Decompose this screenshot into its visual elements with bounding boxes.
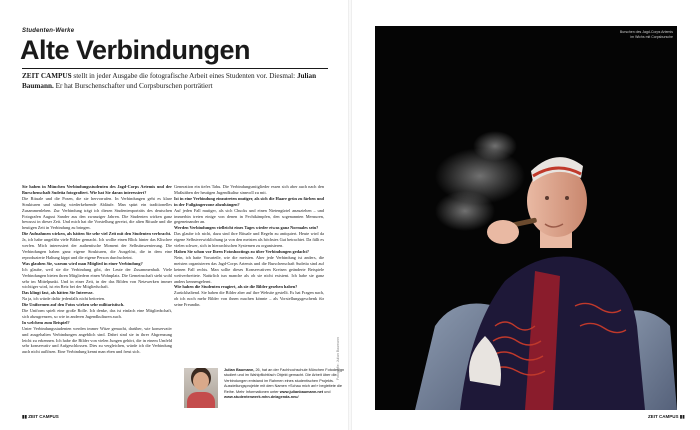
interview-paragraph: Na ja, ich würde dafür jedenfalls nicht beitreten. (22, 296, 106, 302)
photo-caption: Burschen des Jagd-Corps Artemis im Wichs mit Corpsbursche (619, 30, 673, 39)
interview-paragraph: Generation ein tiefes Tabu. Die Verbindungsmitglieder essen sich aber auch nach den Maßstäben der heutigen Jugendkultur sinnvoll zu mit. (174, 184, 324, 195)
interview-paragraph: Nein, ich hatte Vorurteile, wie die meisten. Aber jede Verbindung ist anders, die meisten organisieren das Jagd-Corps Artemis und die Burschenschaft Sudetia sind auf keinen Fall rechts. Man sollte dieses Konservativen Kreisen geänderte Beispiele weitverbreitete. Natürlich tun manche als ob sie nicht existent. Ich habe sie ganz anders kennengelernt. (174, 254, 324, 284)
author-portrait-head (193, 372, 209, 390)
footer-left-brand (22, 414, 59, 420)
interview-paragraph: Wie haben die Studenten reagiert, als sie die Bilder gesehen haben? (174, 284, 298, 290)
page-gutter (348, 0, 352, 430)
interview-paragraph: Werden Verbindungen vielleicht eines Tages wieder etwas ganz Normales sein? (174, 225, 319, 231)
interview-paragraph: Haben Sie schon vor Ihren Fotoshootings zu über Verbindungen gedacht? (174, 248, 310, 254)
interview-paragraph: Das klingt fast, als hätten Sie Interesse. (22, 290, 94, 296)
intro-photographer-name: Julian Baumann. (22, 72, 317, 90)
intro-text-2: Er hat Burschenschafter und Corpsburschen porträtiert (53, 82, 213, 90)
interview-column-2 (174, 184, 324, 354)
interview-paragraph: Zurückhaltend. Sie haben die Bilder aber auf ihre Website gestellt. Es hat Fragen nach, ob ich noch mehr Bilder von ihnen machen könnte – als Vorstellungsgeschenk für seine Freundin. (174, 290, 324, 308)
author-bio-text: 26, hat an der Fachhochschule München Fotodesign studiert und im Wahlpflichtfach Objekt gemacht. Die Arbeit über die Verbindungen entstand im Rahmen eines studentischen Projekts. Ausstellungsprojekte mit dem Namen «Schau mich an!» begleitete die Reihe. Mehr Informationen unter (224, 368, 345, 394)
interview-paragraph: Sie haben in München Verbindungsstudenten des Jagd-Corps Artemis und der Burschenschaft Sudetia fotografiert. Wie hat Sie daran interessiert? (22, 184, 172, 195)
interview-paragraph: Was glauben Sie, warum wird man Mitglied in einer Verbindung? (22, 260, 143, 266)
portrait-illustration (375, 26, 677, 410)
section-label: Studenten-Werke (22, 28, 75, 34)
interview-paragraph: Die Uniformen auf den Fotos wirken sehr militaristisch. (22, 302, 125, 308)
author-bio-url-1[interactable]: www.julianbaumann.net (279, 389, 324, 394)
footer-left-label: ZEIT CAMPUS (28, 414, 59, 419)
headline-rule (22, 68, 328, 69)
interview-paragraph: Das glaube ich nicht, dazu sind ihre Rituale und Regeln zu antiquiert. Heute wird da eigene Selbstverwirklichung ja von den meisten als höchstes Gut betrachtet. Da fällt es vielen schwer, sich in hierarchischen Systemen zu organisieren. (174, 231, 324, 249)
page-number-right: ▮▮ (679, 414, 685, 419)
interview-column-1 (22, 184, 172, 408)
interview-paragraph: Auf jeden Fall mutiger, als sich Chucks und einen Nietengürtel anzuziehen – und immerhin treten einige von denen in Fechtkämpfen, den sogenannten Mensuren, gegeneinander an. (174, 207, 324, 225)
interview-paragraph: Ist in eine Verbindung einzutreten mutiger, als sich die Haare grün zu färben und in der Fußgängerzone abzuhängen? (174, 195, 324, 207)
portrait-photo (375, 26, 677, 410)
interview-paragraph: Ich glaube, weil sie die Verbindung gibt, der Leute der Zusammenhalt. Viele Verbindungen bieten ihren Mitgliedern einen Wohnplatz. Die Gemeinschaft steht wohl sehr im Mittelpunkt. Und in einer Zeit, in der das Bilden von Netzwerken immer wichtiger wird, ist ein Reiz bei der Mitgliedschaft. (22, 266, 172, 290)
author-portrait-torso (187, 392, 215, 408)
intro-brand: ZEIT CAMPUS (22, 72, 72, 80)
author-bio-text-2: und (323, 389, 331, 394)
author-bio-url-2[interactable]: www.studentenwerk.mhn.de/agenda-neu/ (224, 395, 299, 400)
intro-text-1: stellt in jeder Ausgabe die fotografische Arbeit eines Studenten vor. Diesmal: (71, 72, 297, 80)
author-bio (224, 368, 346, 400)
interview-paragraph: Die Rituale und die Posen, die sie hervorrufen. In Verbindungen geht es klare Strukturen und ständig wiederkehrende Abläufe. Man spürt ein traditionelles Zusammenleben. Zur Verbindung trägt ich diesen Studentenporträts des deutschen Fotografen August Sander aus den zwanziger Jahren. Die Studenten wirken ganz bewusst in dieser Zeit. Und mich hat die Vorstellung gereizt, die alten Rituale und die heutigen Zeit in Verbindung zu bringen. (22, 195, 172, 231)
article-intro (22, 71, 334, 91)
author-bio-name: Julian Baumann, (224, 368, 255, 372)
page-number-left: ▮▮ (22, 414, 27, 419)
interview-paragraph: Unter Verbindungsstudenten werden immer Witze gemacht, darüber, wie konservativ und ausgehalten Verbindungen angeblich sind. Dabei sind sie in ihrer Abgrenzung leicht zu erkennen. Ich habe die Bilder von vielen Jungen gehört, die in einem Umfeld sehr konservativ und Aufgeschlossen. Dies zu vergleichen, würde ich die Verbindung auch nicht auflösen. Eine Verbindung kennt man eben und freut sich. (22, 325, 172, 355)
interview-paragraph: In welchem zum Beispiel? (22, 319, 70, 325)
interview-paragraph: Ja, ich habe ungefähr viele Bilder gemacht. Ich wollte einen Blick hinter das Klischee werfen. Mich interessiert der authentische Moment der Selbstinszenierung. Die Verbindungen haben ganz eigene Strukturen, die Ausgelöst, die in dem eine reproduzierte Haltung kippt und die eigene Person durchscheint. (22, 237, 172, 260)
author-portrait (184, 368, 218, 408)
interview-paragraph: Die Uniform spielt eine große Rolle. Ich denke, das ist einfach eine Mitgliedschaft, sich abzugrenzen, so wie in anderen Jugendkulturen auch. (22, 308, 172, 319)
article-headline: Alte Verbindungen (20, 35, 251, 65)
footer-right-brand (648, 414, 685, 420)
interview-paragraph: Die Aufnahmen wirken, als hätten Sie sehr viel Zeit mit den Studenten verbracht. (22, 231, 172, 237)
photo-credit-vertical: Fotografie: Julian Baumann (336, 337, 340, 380)
footer-right-label: ZEIT CAMPUS (648, 414, 679, 419)
